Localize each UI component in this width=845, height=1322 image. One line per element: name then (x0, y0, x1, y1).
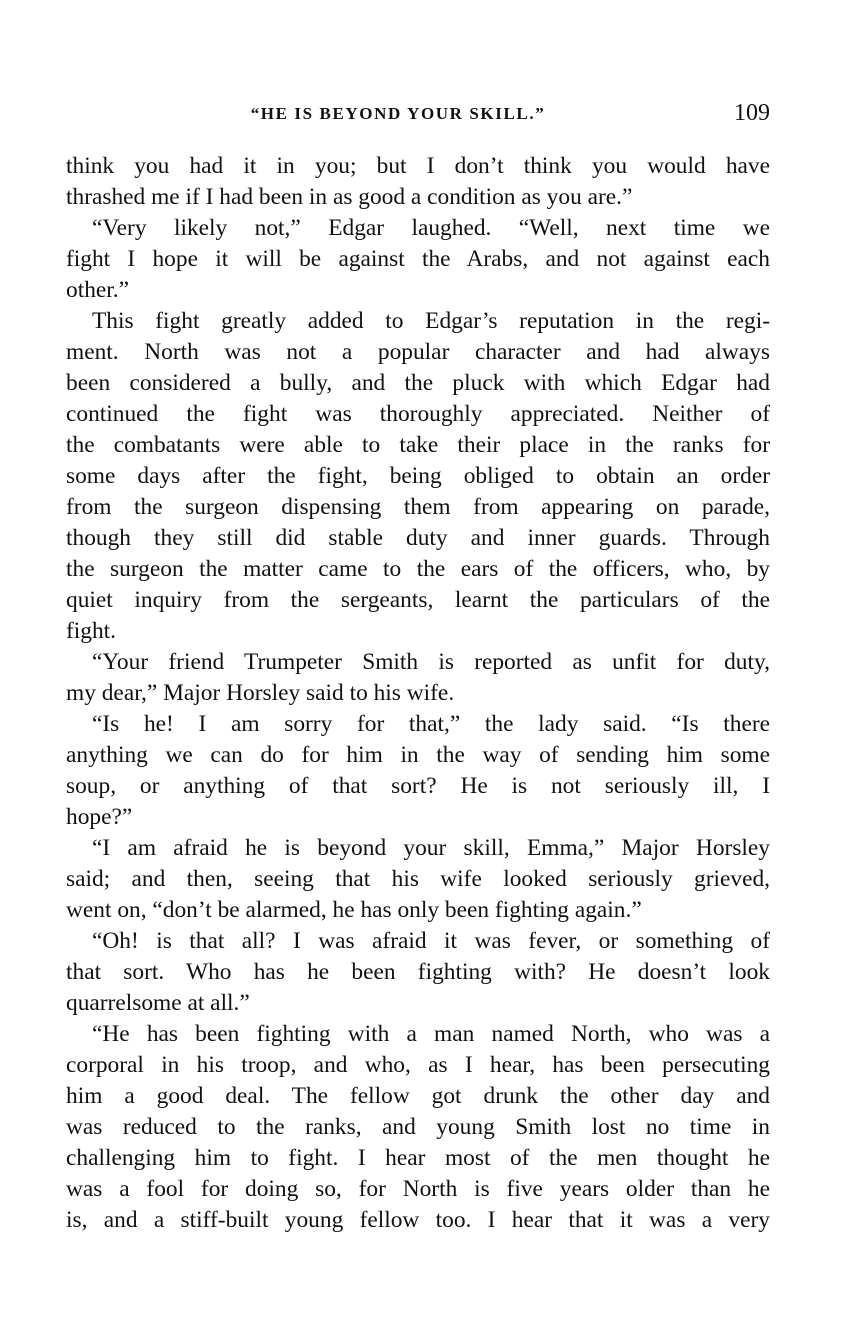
text-line: fight. (66, 618, 117, 644)
paragraph (66, 647, 770, 709)
text-body (66, 151, 770, 1236)
paragraph (66, 833, 770, 926)
text-line: This fight greatly added to Edgar’s reputation in the regi- (92, 308, 770, 334)
running-title: “HE IS BEYOND YOUR SKILL.” (250, 104, 546, 123)
text-line: from the surgeon dispensing them from appearing on parade, (66, 494, 770, 520)
text-line: hope?” (66, 804, 133, 830)
text-line: the combatants were able to take their place in the ranks for (66, 432, 770, 458)
text-line: “Very likely not,” Edgar laughed. “Well, next time we (92, 215, 770, 241)
page-number: 109 (734, 100, 770, 126)
text-line: “Is he! I am sorry for that,” the lady said. “Is there (92, 711, 770, 737)
text-line: that sort. Who has he been fighting with? He doesn’t look (66, 959, 770, 985)
text-line: corporal in his troop, and who, as I hear, has been persecuting (66, 1052, 770, 1078)
text-line: fight I hope it will be against the Arabs, and not against each (66, 246, 770, 272)
text-line: “He has been fighting with a man named North, who was a (92, 1021, 770, 1047)
text-line: “Your friend Trumpeter Smith is reported as unfit for duty, (92, 649, 770, 675)
text-line: though they still did stable duty and inner guards. Through (66, 525, 770, 551)
text-line: quiet inquiry from the sergeants, learnt the particulars of the (66, 587, 770, 613)
text-line: continued the fight was thoroughly appreciated. Neither of (66, 401, 770, 427)
text-line: him a good deal. The fellow got drunk the other day and (66, 1083, 770, 1109)
text-line: was a fool for doing so, for North is five years older than he (66, 1176, 770, 1202)
text-line: ment. North was not a popular character and had always (66, 339, 770, 365)
text-line: was reduced to the ranks, and young Smith lost no time in (66, 1114, 770, 1140)
text-line: thrashed me if I had been in as good a condition as you are.” (66, 184, 633, 210)
text-line: anything we can do for him in the way of sending him some (66, 742, 770, 768)
text-line: is, and a stiff-built young fellow too. I hear that it was a very (66, 1207, 770, 1233)
paragraph (66, 926, 770, 1019)
text-line: my dear,” Major Horsley said to his wife. (66, 680, 455, 706)
text-line: soup, or anything of that sort? He is not seriously ill, I (66, 773, 770, 799)
text-line: “I am afraid he is beyond your skill, Emma,” Major Horsley (92, 835, 770, 861)
paragraph (66, 1019, 770, 1236)
text-line: quarrelsome at all.” (66, 990, 250, 1016)
text-line: some days after the fight, being obliged to obtain an order (66, 463, 770, 489)
paragraph (66, 151, 770, 213)
text-line: went on, “don’t be alarmed, he has only been fighting again.” (66, 897, 642, 923)
paragraph (66, 709, 770, 833)
paragraph (66, 213, 770, 306)
text-line: been considered a bully, and the pluck with which Edgar had (66, 370, 770, 396)
text-line: “Oh! is that all? I was afraid it was fever, or something of (92, 928, 770, 954)
text-line: other.” (66, 277, 129, 303)
text-line: challenging him to fight. I hear most of the men thought he (66, 1145, 770, 1171)
paragraph (66, 306, 770, 647)
running-header (66, 100, 770, 134)
text-line: the surgeon the matter came to the ears of the officers, who, by (66, 556, 770, 582)
text-line: think you had it in you; but I don’t think you would have (66, 153, 770, 179)
text-line: said; and then, seeing that his wife looked seriously grieved, (66, 866, 770, 892)
